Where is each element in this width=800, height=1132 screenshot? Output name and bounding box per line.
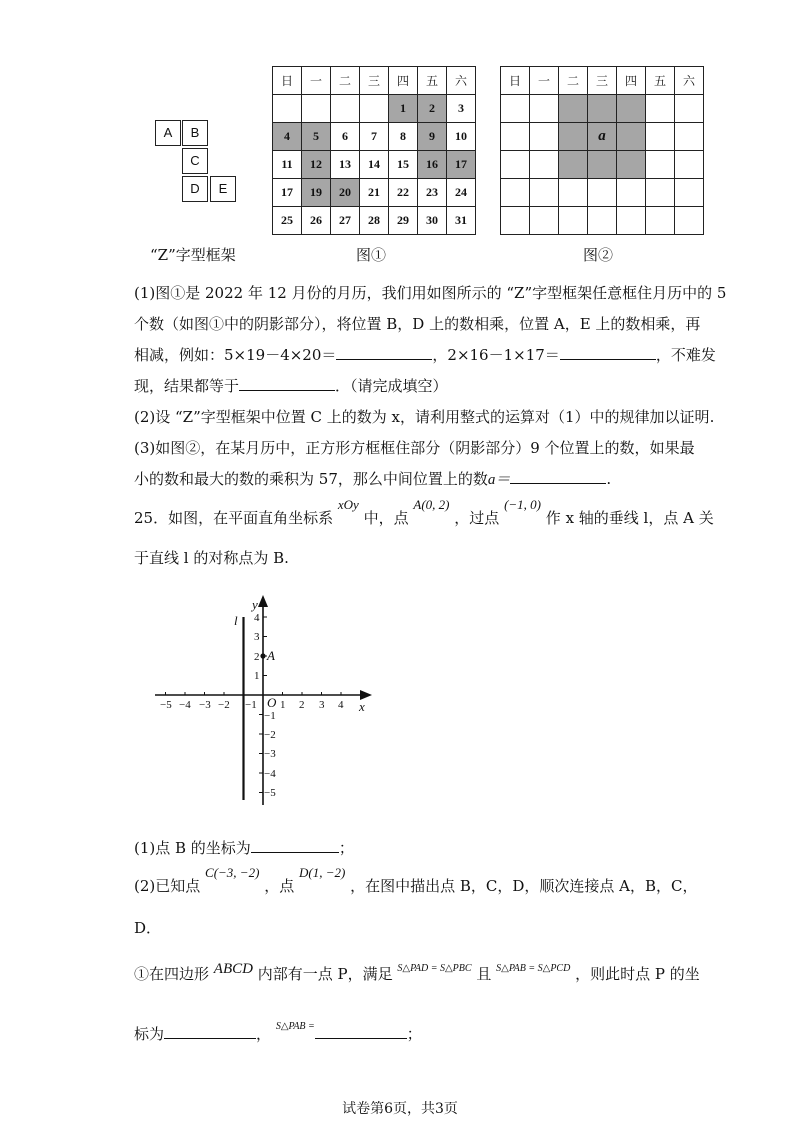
cal1-cell: 3 [447, 95, 476, 123]
answer-blank-3[interactable] [239, 376, 335, 391]
cal1-cell: 14 [360, 151, 389, 179]
cal1-header: 三 [360, 67, 389, 95]
cal1-cell: 7 [360, 123, 389, 151]
q24-part3-line2 [134, 469, 611, 490]
cal2-cell [559, 179, 588, 207]
cal1-cell [302, 95, 331, 123]
sub-q3-coord-label: 标为 [134, 1025, 165, 1043]
sub-q2-intro: (2)已知点 [134, 877, 201, 895]
cal1-cell [273, 95, 302, 123]
cal1-cell: 13 [331, 151, 360, 179]
cal2-cell [675, 151, 704, 179]
z-cell-a: A [155, 120, 181, 146]
q25-line1 [134, 497, 714, 529]
y-tick-label: 3 [254, 631, 260, 643]
y-tick-label: −4 [264, 768, 276, 780]
q24-part1-line3 [134, 345, 716, 365]
cal1-cell: 25 [273, 207, 302, 235]
cal2-cell [675, 207, 704, 235]
cal1-cell: 26 [302, 207, 331, 235]
cal1-cell: 28 [360, 207, 389, 235]
calendar-figure-2 [500, 66, 704, 235]
cal2-cell [588, 179, 617, 207]
answer-blank-4[interactable] [510, 469, 606, 484]
cal1-header: 一 [302, 67, 331, 95]
sub-q3-and: 且 [476, 965, 492, 983]
figure-2-caption: 图② [583, 246, 614, 264]
y-tick-label: 2 [254, 651, 260, 663]
z-cell-e: E [210, 176, 236, 202]
cal1-cell-shaded: 1 [389, 95, 418, 123]
cal1-cell: 24 [447, 179, 476, 207]
q24-example-2: ，2×16－1×17＝ [432, 346, 560, 364]
cal2-cell-shaded [617, 151, 646, 179]
cal2-cell-shaded [617, 95, 646, 123]
cal1-cell: 17 [273, 179, 302, 207]
cal1-cell: 21 [360, 179, 389, 207]
y-tick-label: −3 [264, 748, 276, 760]
cal2-cell [501, 179, 530, 207]
cal1-cell: 22 [389, 179, 418, 207]
cal1-cell-shaded: 9 [418, 123, 447, 151]
q24-part1-line4 [134, 376, 448, 396]
line-l-label: l [234, 613, 238, 628]
y-tick-label: −5 [264, 787, 276, 799]
y-tick-label: −1 [264, 710, 276, 722]
q25-through: ，过点 [454, 509, 500, 527]
sub-q3-intro: ①在四边形 [134, 965, 210, 983]
cal2-cell [646, 95, 675, 123]
x-tick-label: 2 [299, 699, 305, 711]
sub-q3-line2 [134, 1021, 422, 1047]
sub-q2-point-d: D(1, −2) [298, 865, 346, 880]
q24-line4-tail: ．（请完成填空） [335, 377, 448, 395]
y-tick-label: −2 [264, 729, 276, 741]
cal2-cell [501, 95, 530, 123]
q24-a-equals: a＝ [487, 472, 511, 488]
cal1-cell: 8 [389, 123, 418, 151]
x-tick-label: −1 [245, 699, 257, 711]
answer-blank-5[interactable] [251, 838, 339, 853]
cal1-cell [360, 95, 389, 123]
point-a-label: A [267, 648, 275, 663]
cal1-cell: 10 [447, 123, 476, 151]
sub-q3-comma: ， [256, 1025, 272, 1043]
z-frame-caption: “Z”字型框架 [150, 246, 236, 264]
y-tick-label: 1 [254, 670, 260, 682]
sub-q3-condition-2: S△PAB = S△PCD [496, 963, 571, 974]
cal1-cell-shaded: 5 [302, 123, 331, 151]
q25-point-m: (−1, 0) [504, 497, 542, 512]
x-tick-label: −4 [179, 699, 191, 711]
cal1-cell [331, 95, 360, 123]
cal2-cell [530, 151, 559, 179]
x-tick-label: −5 [160, 699, 172, 711]
cal2-cell-shaded [617, 123, 646, 151]
q25-middle: 中，点 [363, 509, 409, 527]
z-cell-c: C [182, 148, 208, 174]
q24-line4-head: 现，结果都等于 [134, 377, 240, 395]
x-tick-label: −2 [218, 699, 230, 711]
cal2-cell [559, 207, 588, 235]
sub-q2-line2: D． [134, 919, 162, 937]
cal1-cell-shaded: 2 [418, 95, 447, 123]
q24-period: . [606, 470, 612, 488]
cal1-header: 六 [447, 67, 476, 95]
cal1-cell-shaded: 19 [302, 179, 331, 207]
q25-tail: 作 x 轴的垂线 l，点 A 关 [545, 509, 714, 527]
cal2-cell [530, 179, 559, 207]
cal2-cell [675, 179, 704, 207]
sub-q3-area-label: S△PAB = [275, 1021, 315, 1032]
sub-q1-tail: ； [338, 839, 354, 857]
cal2-cell [617, 179, 646, 207]
sub-q3-line1 [134, 961, 700, 987]
cal1-cell-shaded: 17 [447, 151, 476, 179]
cal2-header: 四 [617, 67, 646, 95]
cal2-cell [530, 95, 559, 123]
x-tick-label: −3 [199, 699, 211, 711]
cal1-header: 五 [418, 67, 447, 95]
cal1-cell-shaded: 12 [302, 151, 331, 179]
cal1-cell: 31 [447, 207, 476, 235]
q24-part3-line1: (3)如图②，在某月历中，正方形方框框住部分（阴影部分）9 个位置上的数，如果最 [134, 439, 695, 457]
cal1-cell: 30 [418, 207, 447, 235]
y-axis-label: y [252, 597, 258, 612]
cal2-cell [501, 151, 530, 179]
sub-q1 [134, 838, 354, 858]
y-tick-label: 4 [254, 612, 260, 624]
sub-q1-text: (1)点 B 的坐标为 [134, 839, 251, 857]
cal2-cell-shaded [559, 95, 588, 123]
q25-point-a: A(0, 2) [413, 497, 450, 512]
cal1-header: 四 [389, 67, 418, 95]
sub-q3-end: ； [406, 1025, 422, 1043]
cal1-cell: 23 [418, 179, 447, 207]
cal2-cell [675, 123, 704, 151]
q24-part3-text: 小的数和最大的数的乘积为 57，那么中间位置上的数 [134, 470, 488, 488]
sub-q3-condition-1: S△PAD = S△PBC [397, 963, 472, 974]
sub-q3-abcd: ABCD [213, 961, 253, 977]
sub-q2-tail: ，在图中描出点 B，C，D，顺次连接点 A，B，C， [350, 877, 698, 895]
answer-blank-2[interactable] [560, 345, 656, 360]
cal2-header: 日 [501, 67, 530, 95]
cal2-header: 六 [675, 67, 704, 95]
cal1-cell-shaded: 20 [331, 179, 360, 207]
cal2-header: 三 [588, 67, 617, 95]
cal2-cell [675, 95, 704, 123]
cal2-cell [646, 179, 675, 207]
cal1-cell-shaded: 4 [273, 123, 302, 151]
origin-label: O [267, 695, 277, 710]
cal2-header: 二 [559, 67, 588, 95]
q24-example-1: 相减，例如：5×19－4×20＝ [134, 346, 337, 364]
cal2-cell [530, 207, 559, 235]
sub-q3-mid: 内部有一点 P，满足 [257, 965, 393, 983]
q25-intro: 25．如图，在平面直角坐标系 [134, 509, 334, 527]
cal1-cell: 27 [331, 207, 360, 235]
z-cell-b: B [182, 120, 208, 146]
cal2-cell [646, 151, 675, 179]
answer-blank-1[interactable] [336, 345, 432, 360]
calendar-figure-1 [272, 66, 476, 235]
sub-q2-mid: ，点 [264, 877, 295, 895]
cal2-header: 一 [530, 67, 559, 95]
sub-q2-line1 [134, 865, 698, 897]
x-tick-label: 1 [280, 699, 286, 711]
cal1-cell: 15 [389, 151, 418, 179]
figure-1-caption: 图① [356, 246, 387, 264]
cal1-cell: 6 [331, 123, 360, 151]
cal2-cell [501, 123, 530, 151]
x-axis-label: x [359, 699, 365, 714]
cal2-cell [617, 207, 646, 235]
cal2-cell [646, 123, 675, 151]
q24-part2: (2)设 “Z”字型框架中位置 C 上的数为 x，请利用整式的运算对（1）中的规律加以证明. [134, 408, 715, 426]
answer-blank-7[interactable] [315, 1024, 407, 1039]
x-tick-label: 3 [319, 699, 325, 711]
cal2-cell [501, 207, 530, 235]
cal1-header: 二 [331, 67, 360, 95]
cal2-cell [588, 207, 617, 235]
q25-line2: 于直线 l 的对称点为 B. [134, 549, 289, 567]
q24-part1-line1: (1)图①是 2022 年 12 月份的月历，我们用如图所示的 “Z”字型框架任意框住月历中的 5 [134, 284, 727, 302]
cal1-cell: 11 [273, 151, 302, 179]
cal2-cell-shaded [559, 151, 588, 179]
cal1-cell: 29 [389, 207, 418, 235]
q25-xoy: xOy [337, 497, 359, 512]
cal2-cell [530, 123, 559, 151]
q24-line3-tail: ，不难发 [655, 346, 716, 364]
cal2-cell-shaded [559, 123, 588, 151]
x-tick-label: 4 [338, 699, 344, 711]
z-cell-d: D [182, 176, 208, 202]
cal2-header: 五 [646, 67, 675, 95]
page-footer: 试卷第6页，共3页 [342, 1101, 458, 1117]
sub-q2-point-c: C(−3, −2) [205, 865, 260, 880]
cal1-cell-shaded: 16 [418, 151, 447, 179]
cal2-cell-shaded [588, 151, 617, 179]
coordinate-graph [150, 595, 380, 810]
answer-blank-6[interactable] [164, 1024, 256, 1039]
q24-part1-line2: 个数（如图①中的阴影部分），将位置 B，D 上的数相乘，位置 A，E 上的数相乘，再 [134, 315, 701, 333]
cal2-cell-shaded [588, 95, 617, 123]
sub-q3-tail: ，则此时点 P 的坐 [575, 965, 700, 983]
point-a-dot [260, 653, 265, 658]
y-axis-arrow [258, 595, 268, 607]
cal2-cell [646, 207, 675, 235]
cal1-header: 日 [273, 67, 302, 95]
cal2-center-cell: a [588, 123, 617, 151]
